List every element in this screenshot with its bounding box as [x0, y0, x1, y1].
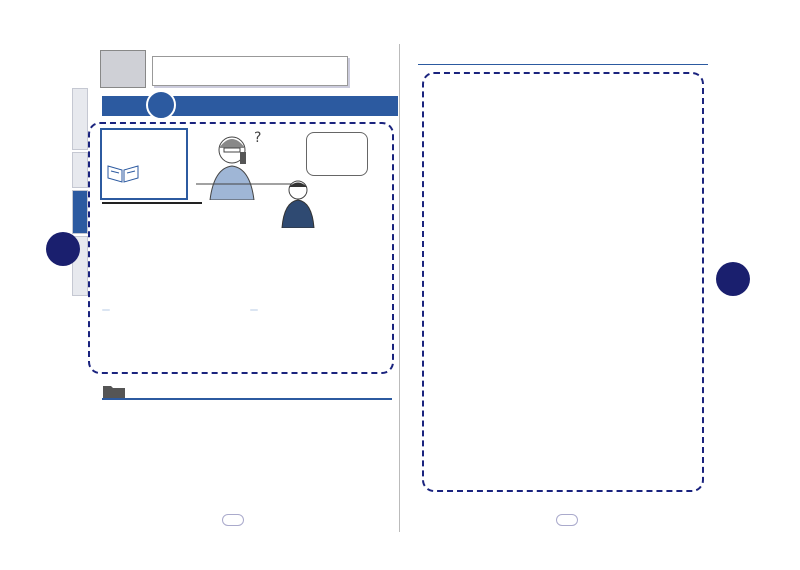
- speech-bubble: [306, 132, 368, 176]
- page-number-left: [222, 514, 244, 526]
- lesson-bar: [102, 96, 398, 116]
- callout-marker-1: [46, 232, 80, 266]
- header-rule: [418, 64, 708, 65]
- response-label: [102, 309, 110, 311]
- chapter-title-box: [152, 56, 348, 86]
- left-page: [66, 44, 400, 532]
- book-icon: [106, 162, 140, 184]
- right-page: [400, 44, 734, 532]
- study-label: [250, 309, 258, 311]
- tab-left-2[interactable]: [72, 190, 88, 234]
- illustration-man: [278, 178, 318, 228]
- section-heading: [102, 382, 392, 400]
- tab-left-1[interactable]: [72, 152, 88, 188]
- case-question: [102, 202, 202, 206]
- lesson-number: [146, 90, 176, 120]
- svg-text:?: ?: [254, 130, 262, 146]
- section-box: [100, 50, 146, 88]
- study-note: [250, 296, 392, 368]
- callout-marker-2: [716, 262, 750, 296]
- page-number-right: [556, 514, 578, 526]
- folder-icon: [102, 383, 126, 399]
- content-frame: [422, 72, 704, 492]
- tab-left-0[interactable]: [72, 88, 88, 150]
- response-example: [102, 296, 240, 368]
